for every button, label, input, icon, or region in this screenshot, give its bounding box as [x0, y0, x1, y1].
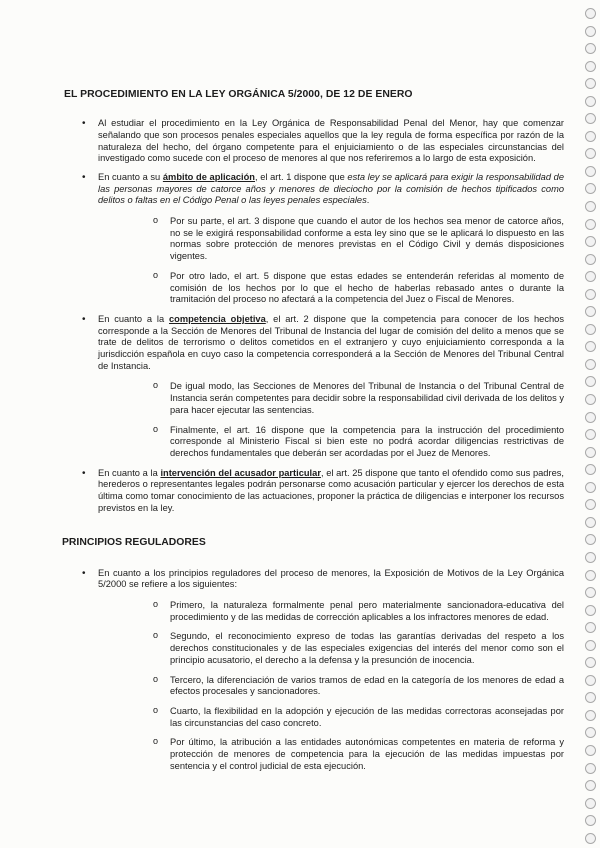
- paragraph-intro: • Al estudiar el procedimiento en la Ley Orgánica de Responsabilidad Penal del Menor, hay que comenzar señalando que son procesos penales especiales aquellos que la ley regula de forma específica por razón de la naturaleza del hecho, del órgano competente para el enjuiciamiento o de las especiales circunstancias del investigado como sucede con el proceso de menores al que nos referiremos a lo largo de esta exposición.: [62, 118, 564, 165]
- text-run: En cuanto a su: [98, 171, 163, 182]
- binder-rings: [582, 8, 598, 844]
- binder-ring: [585, 447, 596, 458]
- section-heading-procedimiento: EL PROCEDIMIENTO EN LA LEY ORGÁNICA 5/2000, DE 12 DE ENERO: [64, 89, 413, 100]
- text-run: , el art. 2 dispone que la competencia para conocer de los hechos corresponde a la Sección de Menores del Tribunal de Instancia del lugar de comisión del delito a menos que se trate de delitos de terrorismo o delitos cometidos en el extranjero y cuyo enjuiciamiento corresponda a la jurisdicción española en cuyo caso la competencia corresponderá a la Sección de Menores del Tribunal Central de Instancia.: [98, 313, 564, 371]
- binder-ring: [585, 96, 596, 107]
- main-list-procedimiento: [62, 118, 564, 514]
- sub-list-ambito: [98, 216, 564, 306]
- text-run: , el art. 25 dispone que tanto el ofendido como sus padres, herederos o representantes legales podrán personarse como acusación particular y ejercer los derechos de esta última como tomar conocimiento de las actuaciones, proponer la práctica de diligencias e interponer los recursos previstos en la ley.: [98, 467, 564, 513]
- main-list-principios: [62, 568, 564, 773]
- binder-ring: [585, 675, 596, 686]
- text-run: , el art. 1 dispone que: [255, 171, 348, 182]
- binder-ring: [585, 394, 596, 405]
- quote-art-1: esta ley se aplicará para exigir la responsabilidad de las personas mayores de catorce años y menores de dieciocho por la comisión de hechos tipificados como delitos o faltas en el Código Penal o las leyes penales especiales: [98, 171, 564, 206]
- binder-ring: [585, 534, 596, 545]
- binder-ring: [585, 499, 596, 510]
- binder-ring: [585, 78, 596, 89]
- binder-ring: [585, 798, 596, 809]
- binder-ring: [585, 657, 596, 668]
- binder-ring: [585, 201, 596, 212]
- binder-ring: [585, 289, 596, 300]
- text-run: .: [366, 195, 370, 206]
- paragraph-principios: [62, 568, 564, 773]
- paragraph-ambito: [62, 172, 564, 306]
- sub-paragraph-segundo: o Segundo, el reconocimiento expreso de todas las garantías derivadas del respeto a los derechos constitucionales y de las especiales exigencias del interés del menor como son el principio acusatorio, el derecho a la defensa y la presunción de inocencia.: [98, 631, 564, 666]
- sub-paragraph-primero: o Primero, la naturaleza formalmente penal pero materialmente sancionadora-educativa del procedimiento y de las medidas de corrección aplicables a los infractores menores de edad.: [98, 600, 564, 623]
- sub-list-competencia: [98, 381, 564, 459]
- binder-ring: [585, 219, 596, 230]
- binder-ring: [585, 8, 596, 19]
- binder-ring: [585, 763, 596, 774]
- emphasis-competencia: competencia objetiva: [168, 313, 266, 324]
- binder-ring: [585, 833, 596, 844]
- binder-ring: [585, 254, 596, 265]
- binder-ring: [585, 26, 596, 37]
- section-heading-principios: PRINCIPIOS REGULADORES: [62, 536, 206, 548]
- binder-ring: [585, 412, 596, 423]
- text-run: En cuanto a los principios reguladores del proceso de menores, la Exposición de Motivos de la Ley Orgánica 5/2000 se refiere a los siguientes:: [98, 567, 564, 590]
- text-run: En cuanto a la: [98, 467, 161, 478]
- binder-ring: [585, 710, 596, 721]
- binder-ring: [585, 780, 596, 791]
- binder-ring: [585, 61, 596, 72]
- binder-ring: [585, 815, 596, 826]
- binder-ring: [585, 324, 596, 335]
- binder-ring: [585, 517, 596, 528]
- binder-ring: [585, 376, 596, 387]
- binder-ring: [585, 482, 596, 493]
- binder-ring: [585, 570, 596, 581]
- binder-ring: [585, 148, 596, 159]
- binder-ring: [585, 429, 596, 440]
- binder-ring: [585, 166, 596, 177]
- binder-ring: [585, 605, 596, 616]
- document-body: [62, 88, 564, 780]
- sub-list-principios: [98, 600, 564, 772]
- binder-ring: [585, 640, 596, 651]
- sub-paragraph-art-5: o Por otro lado, el art. 5 dispone que estas edades se entenderán referidas al momento de comisión de los hechos por lo que el hecho de haberlas rebasado antes o durante la tramitación del proceso no afectará a la competencia del Juez o Fiscal de Menores.: [98, 271, 564, 306]
- sub-paragraph-secciones: o De igual modo, las Secciones de Menores del Tribunal de Instancia o del Tribunal Central de Instancia serán competentes para decidir sobre la responsabilidad civil derivada de los delitos y para hacer ejecutar las sentencias.: [98, 381, 564, 416]
- binder-ring: [585, 271, 596, 282]
- sub-paragraph-cuarto: o Cuarto, la flexibilidad en la adopción y ejecución de las medidas correctoras aconsejadas por las circunstancias del caso concreto.: [98, 706, 564, 729]
- binder-ring: [585, 131, 596, 142]
- binder-ring: [585, 622, 596, 633]
- binder-ring: [585, 727, 596, 738]
- binder-ring: [585, 745, 596, 756]
- sub-paragraph-art-16: o Finalmente, el art. 16 dispone que la competencia para la instrucción del procedimiento corresponde al Ministerio Fiscal si bien este no podrá acordar diligencias restrictivas de derechos fundamentales que deberán ser acordadas por el Juez de Menores.: [98, 425, 564, 460]
- sub-paragraph-art-3: o Por su parte, el art. 3 dispone que cuando el autor de los hechos sea menor de catorce años, no se le exigirá responsabilidad conforme a esta ley sino que se le aplicará lo dispuesto en las normas sobre protección de menores previstas en el Código Civil y demás disposiciones vigentes.: [98, 216, 564, 263]
- binder-ring: [585, 552, 596, 563]
- paragraph-acusador: [62, 468, 564, 515]
- binder-ring: [585, 306, 596, 317]
- binder-ring: [585, 236, 596, 247]
- emphasis-acusador: intervención del acusador particular: [160, 467, 321, 478]
- binder-ring: [585, 43, 596, 54]
- binder-ring: [585, 341, 596, 352]
- text-run: En cuanto a la: [98, 313, 169, 324]
- binder-ring: [585, 587, 596, 598]
- binder-ring: [585, 113, 596, 124]
- binder-ring: [585, 692, 596, 703]
- paragraph-competencia: [62, 314, 564, 460]
- sub-paragraph-ultimo: o Por último, la atribución a las entidades autonómicas competentes en materia de reforma y protección de menores de competencia para la ejecución de las medidas impuestas por sentencia y el control judicial de esta ejecución.: [98, 737, 564, 772]
- binder-ring: [585, 464, 596, 475]
- binder-ring: [585, 359, 596, 370]
- emphasis-ambito: ámbito de aplicación: [162, 171, 255, 182]
- binder-ring: [585, 183, 596, 194]
- sub-paragraph-tercero: o Tercero, la diferenciación de varios tramos de edad en la categoría de los menores de edad a efectos procesales y sancionadores.: [98, 675, 564, 698]
